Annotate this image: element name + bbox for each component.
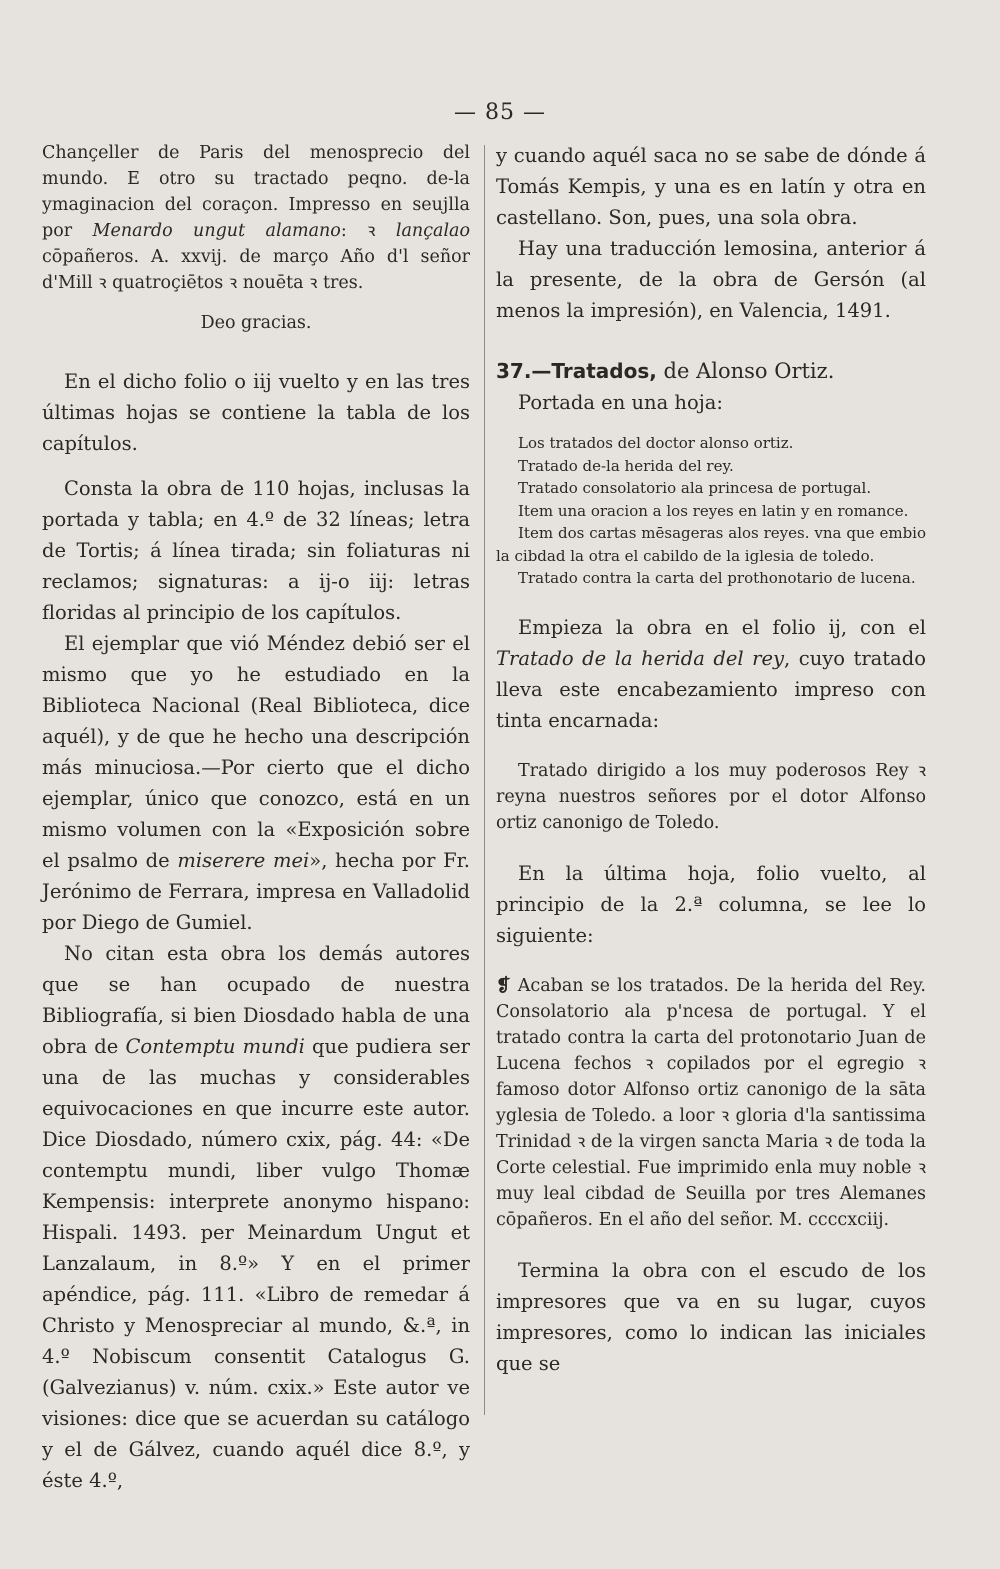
portada-line: Tratado contra la carta del prothonotario de lucena. (518, 569, 916, 587)
quote-heading-text: Tratado dirigido a los muy poderosos Rey ꝛ reyna nuestros señores por el dotor Alfonso ortiz canonigo de Toledo. (496, 760, 926, 833)
portada-line: Item una oracion a los reyes en latin y en romance. (518, 501, 909, 520)
paragraph-4-italic: Contemptu mundi (125, 1035, 305, 1058)
page-number: — 85 — (454, 100, 546, 125)
column-divider (484, 145, 485, 1415)
right-paragraph-3-start: Empieza la obra en el folio ij, con el (518, 615, 926, 639)
right-paragraph-5: Termina la obra con el escudo de los impresores que va en su lugar, cuyos impresores, como lo indican las iniciales que se (496, 1258, 926, 1375)
paragraph-4 (42, 938, 470, 1496)
section-heading-number: 37.—Tratados, (496, 359, 657, 383)
quote-colophon (496, 973, 926, 1233)
left-column (42, 140, 470, 1496)
portada-list (496, 432, 926, 590)
colophon-start: Chançeller de Paris del menosprecio del mundo. E otro su tractado peqno. de-la ymaginacion del coraçon. Impresso en seujlla por (42, 143, 470, 241)
colophon-end: cōpañeros. A. xxvij. de março Año d'l señor d'Mill ꝛ quatroçiētos ꝛ nouēta ꝛ tres. (42, 247, 470, 293)
colophon-text (42, 140, 470, 296)
colophon-printer-2: lançalao (395, 221, 471, 241)
portada-line: Tratado de-la herida del rey. (518, 456, 734, 475)
quote-colophon-text: Acaban se los tratados. De la herida del Rey. Consolatorio ala p'ncesa de portugal. Y el tratado contra la carta del protonotario Juan de Lucena fechos ꝛ copilados por el egregio ꝛ famoso dotor Alfonso ortiz canonigo de la sāta yglesia de Toledo. a loor ꝛ gloria d'la santissima Trinidad ꝛ de la virgen sancta Maria ꝛ de toda la Corte celestial. Fue imprimido enla muy noble ꝛ muy leal cibdad de Seuilla por tres Alemanes cōpañeros. En el año del señor. M. ccccxciij. (496, 975, 926, 1230)
paragraph-1: En el dicho folio o iij vuelto y en las tres últimas hojas se contiene la tabla de los capítulos. (42, 370, 470, 455)
section-heading-title: de Alonso Ortiz. (656, 359, 835, 383)
right-paragraph-3-end: , cuyo tratado lleva este encabezamiento impreso con tinta encarnada: (496, 646, 926, 732)
portada-line: Item dos cartas mēsageras alos reyes. vna que embio la cibdad la otra el cabildo de la iglesia de toledo. (496, 524, 926, 565)
paragraph-3-end: », hecha por Fr. Jerónimo de Ferrara, impresa en Valladolid por Diego de Gumiel. (42, 849, 470, 934)
portada-label: Portada en una hoja: (518, 391, 723, 414)
right-column (496, 140, 926, 1379)
right-paragraph-1: y cuando aquél saca no se sabe de dónde á Tomás Kempis, y una es en latín y otra en castellano. Son, pues, una sola obra. (496, 144, 926, 229)
right-paragraph-3-italic: Tratado de la herida del rey (496, 646, 785, 670)
paragraph-3-start: El ejemplar que vió Méndez debió ser el mismo que yo he estudiado en la Biblioteca Nacional (Real Biblioteca, dice aquél), y de que he hecho una descripción más minuciosa.—Por cierto que el dicho ejemplar, único que conozco, está en un mismo volumen con la «Exposición sobre el psalmo de (42, 632, 470, 872)
deo-gracias: Deo gracias. (200, 313, 312, 333)
paragraph-3-italic: miserere mei (177, 849, 310, 872)
paragraph-4-start: No citan esta obra los demás autores que se han ocupado de nuestra Bibliografía, si bien Diosdado habla de una obra de (42, 942, 470, 1058)
colophon-printer-1: Menardo ungut alamano (92, 221, 341, 241)
colophon-amp: : ꝛ (340, 221, 396, 241)
paragraph-4-end: que pudiera ser una de las muchas y considerables equivocaciones en que incurre este autor. Dice Diosdado, número cxix, pág. 44: «De contemptu mundi, liber vulgo Thomæ Kempensis: interprete anonymo hispano: Hispali. 1493. per Meinardum Ungut et Lanzalaum, in 8.º» Y en el primer apéndice, pág. 111. «Libro de remedar á Christo y Menospreciar al mundo, &.ª, in 4.º Nobiscum consentit Catalogus G. (Galvezianus) v. núm. cxix.» Este autor ve visiones: dice que se acuerdan su catálogo y el de Gálvez, cuando aquél dice 8.º, y éste 4.º, (42, 1035, 471, 1492)
paragraph-2: Consta la obra de 110 hojas, inclusas la portada y tabla; en 4.º de 32 líneas; letra de Tortis; á línea tirada; sin foliaturas ni reclamos; signaturas: a ij-o iij: letras floridas al principio de los capítulos. (42, 477, 470, 624)
right-paragraph-2: Hay una traducción lemosina, anterior á la presente, de la obra de Gersón (al menos la impresión), en Valencia, 1491. (496, 237, 926, 322)
paragraph-3 (42, 628, 470, 938)
portada-line: Los tratados del doctor alonso ortiz. (518, 434, 794, 452)
right-paragraph-4: En la última hoja, folio vuelto, al principio de la 2.ª columna, se lee lo siguiente: (496, 861, 926, 947)
pilcrow-icon: ❡ (496, 975, 511, 996)
right-paragraph-3 (496, 612, 926, 736)
section-heading (496, 356, 926, 387)
portada-line: Tratado consolatorio ala princesa de portugal. (518, 479, 872, 497)
